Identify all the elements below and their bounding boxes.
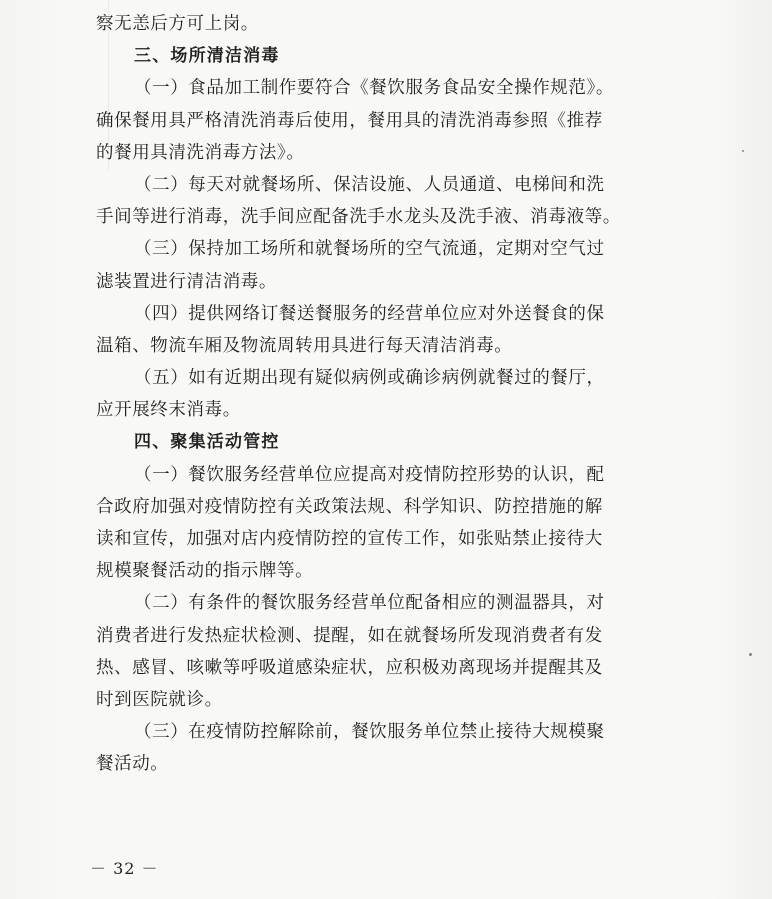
text-line-3: （一）食品加工制作要符合《餐饮服务食品安全操作规范》。 xyxy=(134,78,614,99)
text-line-21: 热、感冒、咳嗽等呼吸道感染症状，应积极劝离现场并提醒其及 xyxy=(96,657,603,678)
text-line-8: （三）保持加工场所和就餐场所的空气流通，定期对空气过 xyxy=(134,239,605,260)
section-heading-gathering: 四、聚集活动管控 xyxy=(134,432,280,453)
text-line-17: 读和宣传，加强对店内疫情防控的宣传工作，如张贴禁止接待大 xyxy=(96,529,603,549)
text-line-18: 规模聚餐活动的指示牌等。 xyxy=(96,561,314,582)
text-line-13: 应开展终末消毒。 xyxy=(96,400,241,421)
scan-speck xyxy=(262,735,264,737)
document-body xyxy=(96,8,676,781)
text-line-16: 合政府加强对疫情防控有关政策法规、科学知识、防控措施的解 xyxy=(96,496,603,517)
text-line-15: （一）餐饮服务经营单位应提高对疫情防控形势的认识，配 xyxy=(134,464,605,485)
text-line-19: （二）有条件的餐饮服务经营单位配备相应的测温器具，对 xyxy=(134,593,605,614)
scan-speck xyxy=(749,653,752,656)
scan-speck xyxy=(742,150,744,152)
text-line-10: （四）提供网络订餐送餐服务的经营单位应对外送餐食的保 xyxy=(134,303,605,324)
text-line-22: 时到医院就诊。 xyxy=(96,689,223,710)
text-line-6: （二）每天对就餐场所、保洁设施、人员通道、电梯间和洗 xyxy=(134,174,605,195)
text-line-24: 餐活动。 xyxy=(96,754,169,775)
text-line-11: 温箱、物流车厢及物流周转用具进行每天清洁消毒。 xyxy=(96,335,513,356)
text-line-5: 的餐用具清洗消毒方法》。 xyxy=(96,142,305,163)
text-line-7: 手间等进行消毒，洗手间应配备洗手水龙头及洗手液、消毒液等。 xyxy=(96,207,621,228)
text-line-23: （三）在疫情防控解除前，餐饮服务单位禁止接待大规模聚 xyxy=(134,722,605,743)
page-number: － 32 － xyxy=(90,859,159,878)
text-line-12: （五）如有近期出现有疑似病例或确诊病例就餐过的餐厅， xyxy=(134,368,605,389)
text-line-9: 滤装置进行清洁消毒。 xyxy=(96,271,277,292)
text-line-20: 消费者进行发热症状检测、提醒，如在就餐场所发现消费者有发 xyxy=(96,625,603,646)
text-line-4: 确保餐用具严格清洗消毒后使用，餐用具的清洗消毒参照《推荐 xyxy=(96,110,603,131)
section-heading-cleaning: 三、场所清洁消毒 xyxy=(134,46,280,67)
text-line-1: 察无恙后方可上岗。 xyxy=(96,14,259,34)
